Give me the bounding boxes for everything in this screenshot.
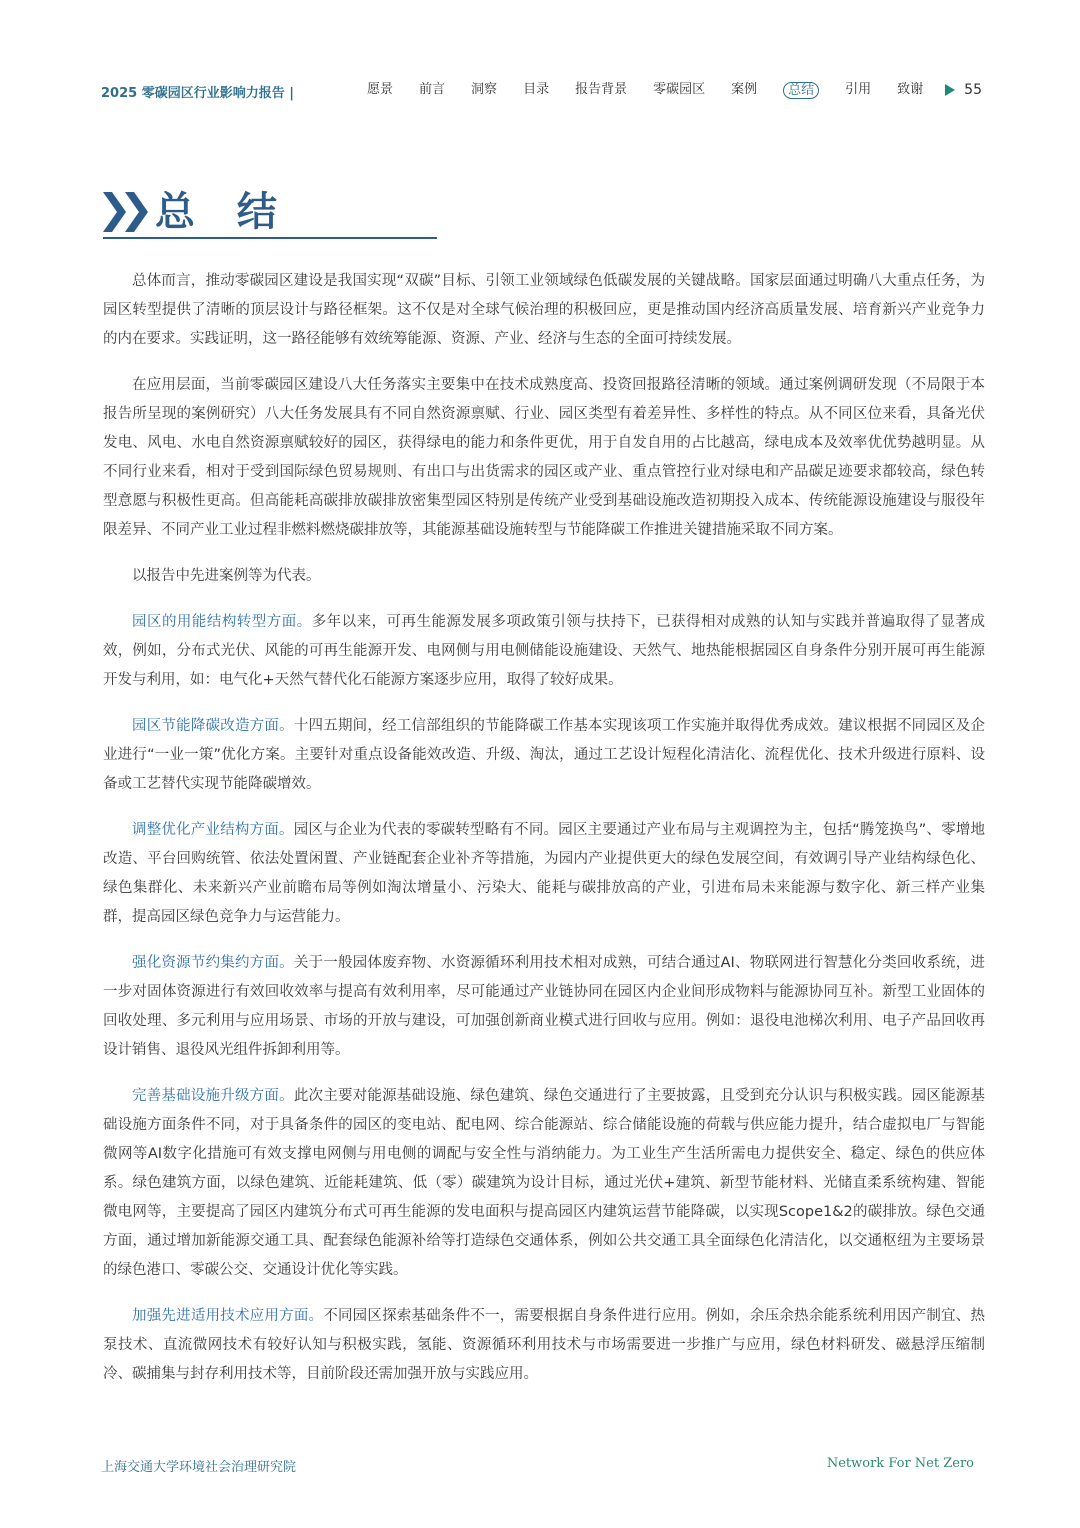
paragraph-text: 关于一般园体废弃物、水资源循环利用技术相对成熟，可结合通过AI、物联网进行智慧化分类回收系统，进一步对固体资源进行有效回收效率与提高有效利用率，尽可能通过产业链协同在园区内企业间形成物料与能源协同互补。新型工业固体的回收处理、多元利用与应用场景、市场的开放与建设，可加强创新商业模式进行回收与应用。例如：退役电池梯次利用、电子产品回收再设计销售、退役风光组件拆卸利用等。: [103, 955, 985, 1058]
footer-network: Network For Net Zero: [826, 1456, 974, 1471]
paragraph-label: 调整优化产业结构方面。: [132, 822, 294, 838]
paragraph-infrastructure: [103, 1082, 985, 1285]
paragraph-label: 强化资源节约集约方面。: [132, 955, 294, 971]
paragraph-text: 此次主要对能源基础设施、绿色建筑、绿色交通进行了主要披露，且受到充分认识与积极实践。园区能源基础设施方面条件不同，对于具备条件的园区的变电站、配电网、综合能源站、综合储能设施的荷载与供应能力提升，结合虚拟电厂与智能微网等AI数字化措施可有效支撑电网侧与用电侧的调配与安全性与消纳能力。为工业生产生活所需电力提供安全、稳定、绿色的供应体系。绿色建筑方面，以绿色建筑、近能耗建筑、低（零）碳建筑为设计目标，通过光伏+建筑、新型节能材料、光储直柔系统构建、智能微电网等，主要提高了园区内建筑分布式可再生能源的发电面积与提高园区内建筑运营节能降碳，以实现Scope1&2的碳排放。绿色交通方面，通过增加新能源交通工具、配套绿色能源补给等打造绿色交通体系，例如公共交通工具全面绿色化清洁化，以交通枢纽为主要场景的绿色港口、零碳公交、交通设计优化等实践。: [103, 1088, 986, 1278]
paragraph-text: 园区与企业为代表的零碳转型略有不同。园区主要通过产业布局与主观调控为主，包括“腾笼换鸟”、零增地改造、平台回购统管、依法处置闲置、产业链配套企业补齐等措施，为园内产业提供更大的绿色发展空间，有效调引导产业结构绿色化、绿色集群化、未来新兴产业前瞻布局等例如淘汰增量小、污染大、能耗与碳排放高的产业，引进布局未来能源与数字化、新三样产业集群，提高园区绿色竞争力与运营能力。: [103, 822, 986, 925]
section-title: 总 结: [155, 188, 291, 235]
nav-item-zero-carbon-park[interactable]: 零碳园区: [653, 82, 706, 97]
paragraph-application: 在应用层面，当前零碳园区建设八大任务落实主要集中在技术成熟度高、投资回报路径清晰的领域。通过案例调研发现（不局限于本报告所呈现的案例研究）八大任务发展具有不同自然资源禀赋、行业、园区类型有着差异性、多样性的特点。从不同区位来看，具备光伏发电、风电、水电自然资源禀赋较好的园区，获得绿电的能力和条件更优，用于自发自用的占比越高，绿电成本及效率优优势越明显。从不同行业来看，相对于受到国际绿色贸易规则、有出口与出货需求的园区或产业、重点管控行业对绿电和产品碳足迹要求都较高，绿色转型意愿与积极性更高。但高能耗高碳排放碳排放密集型园区特别是传统产业受到基础设施改造初期投入成本、传统能源设施建设与服役年限差异、不同产业工业过程非燃料燃烧碳排放等，其能源基础设施转型与节能降碳工作推进关键措施采取不同方案。: [103, 377, 985, 538]
paragraph-text: 多年以来，可再生能源发展多项政策引领与扶持下，已获得相对成熟的认知与实践并普遍取得了显著成效，例如，分布式光伏、风能的可再生能源开发、电网侧与用电侧储能设施建设、天然气、地热能根据园区自身条件分别开展可再生能源开发与利用，如：电气化+天然气替代化石能源方案逐步应用，取得了较好成果。: [103, 614, 986, 688]
section-heading: [103, 188, 291, 236]
paragraph-text: 不同园区探索基础条件不一，需要根据自身条件进行应用。例如，余压余热余能系统利用因产制宜、热泵技术、直流微网技术有较好认知与积极实践，氢能、资源循环利用技术与市场需要进一步推广与应用，绿色材料研发、磁悬浮压缩制冷、碳捕集与封存利用技术等，目前阶段还需加强开放与实践应用。: [103, 1308, 986, 1382]
play-arrow-icon[interactable]: [945, 84, 955, 96]
nav-item-preface[interactable]: 前言: [419, 82, 446, 97]
paragraph-energy-structure: [103, 608, 985, 695]
heading-underline: [103, 237, 437, 239]
nav-item-cases[interactable]: 案例: [731, 82, 758, 97]
summary-body: [103, 267, 985, 1406]
paragraph-technology: [103, 1302, 985, 1389]
footer-institution: 上海交通大学环境社会治理研究院: [101, 1460, 297, 1475]
paragraph-label: 园区节能降碳改造方面。: [132, 718, 294, 734]
nav-item-background[interactable]: 报告背景: [575, 82, 628, 97]
paragraph-label: 园区的用能结构转型方面。: [132, 614, 312, 630]
nav-item-insights[interactable]: 洞察: [471, 82, 498, 97]
page-number: 55: [964, 82, 982, 98]
paragraph-label: 加强先进适用技术应用方面。: [132, 1308, 324, 1324]
top-navigation: [367, 80, 982, 100]
nav-item-references[interactable]: 引用: [845, 82, 872, 97]
report-title: 2025 零碳园区行业影响力报告 |: [101, 86, 294, 101]
paragraph-energy-saving: [103, 712, 985, 799]
double-chevron-icon: [103, 190, 151, 234]
paragraph-label: 完善基础设施升级方面。: [132, 1088, 294, 1104]
paragraph-resource-saving: [103, 949, 985, 1065]
paragraph-overview: 总体而言，推动零碳园区建设是我国实现“双碳”目标、引领工业领域绿色低碳发展的关键战略。国家层面通过明确八大重点任务，为园区转型提供了清晰的顶层设计与路径框架。这不仅是对全球气候治理的积极回应，更是推动国内经济高质量发展、培育新兴产业竞争力的内在要求。实践证明，这一路径能够有效统筹能源、资源、产业、经济与生态的全面可持续发展。: [103, 273, 985, 347]
nav-item-vision[interactable]: 愿景: [367, 82, 394, 97]
paragraph-industry-structure: [103, 816, 985, 932]
nav-item-contents[interactable]: 目录: [523, 82, 550, 97]
nav-item-acknowledgements[interactable]: 致谢: [897, 82, 924, 97]
nav-item-summary[interactable]: 总结: [783, 82, 819, 99]
paragraph-cases-intro: 以报告中先进案例等为代表。: [132, 568, 321, 584]
paragraph-text: 十四五期间，经工信部组织的节能降碳工作基本实现该项工作实施并取得优秀成效。建议根据不同园区及企业进行“一业一策”优化方案。主要针对重点设备能效改造、升级、淘汰，通过工艺设计短程化清洁化、流程优化、技术升级进行原料、设备或工艺替代实现节能降碳增效。: [103, 718, 986, 792]
